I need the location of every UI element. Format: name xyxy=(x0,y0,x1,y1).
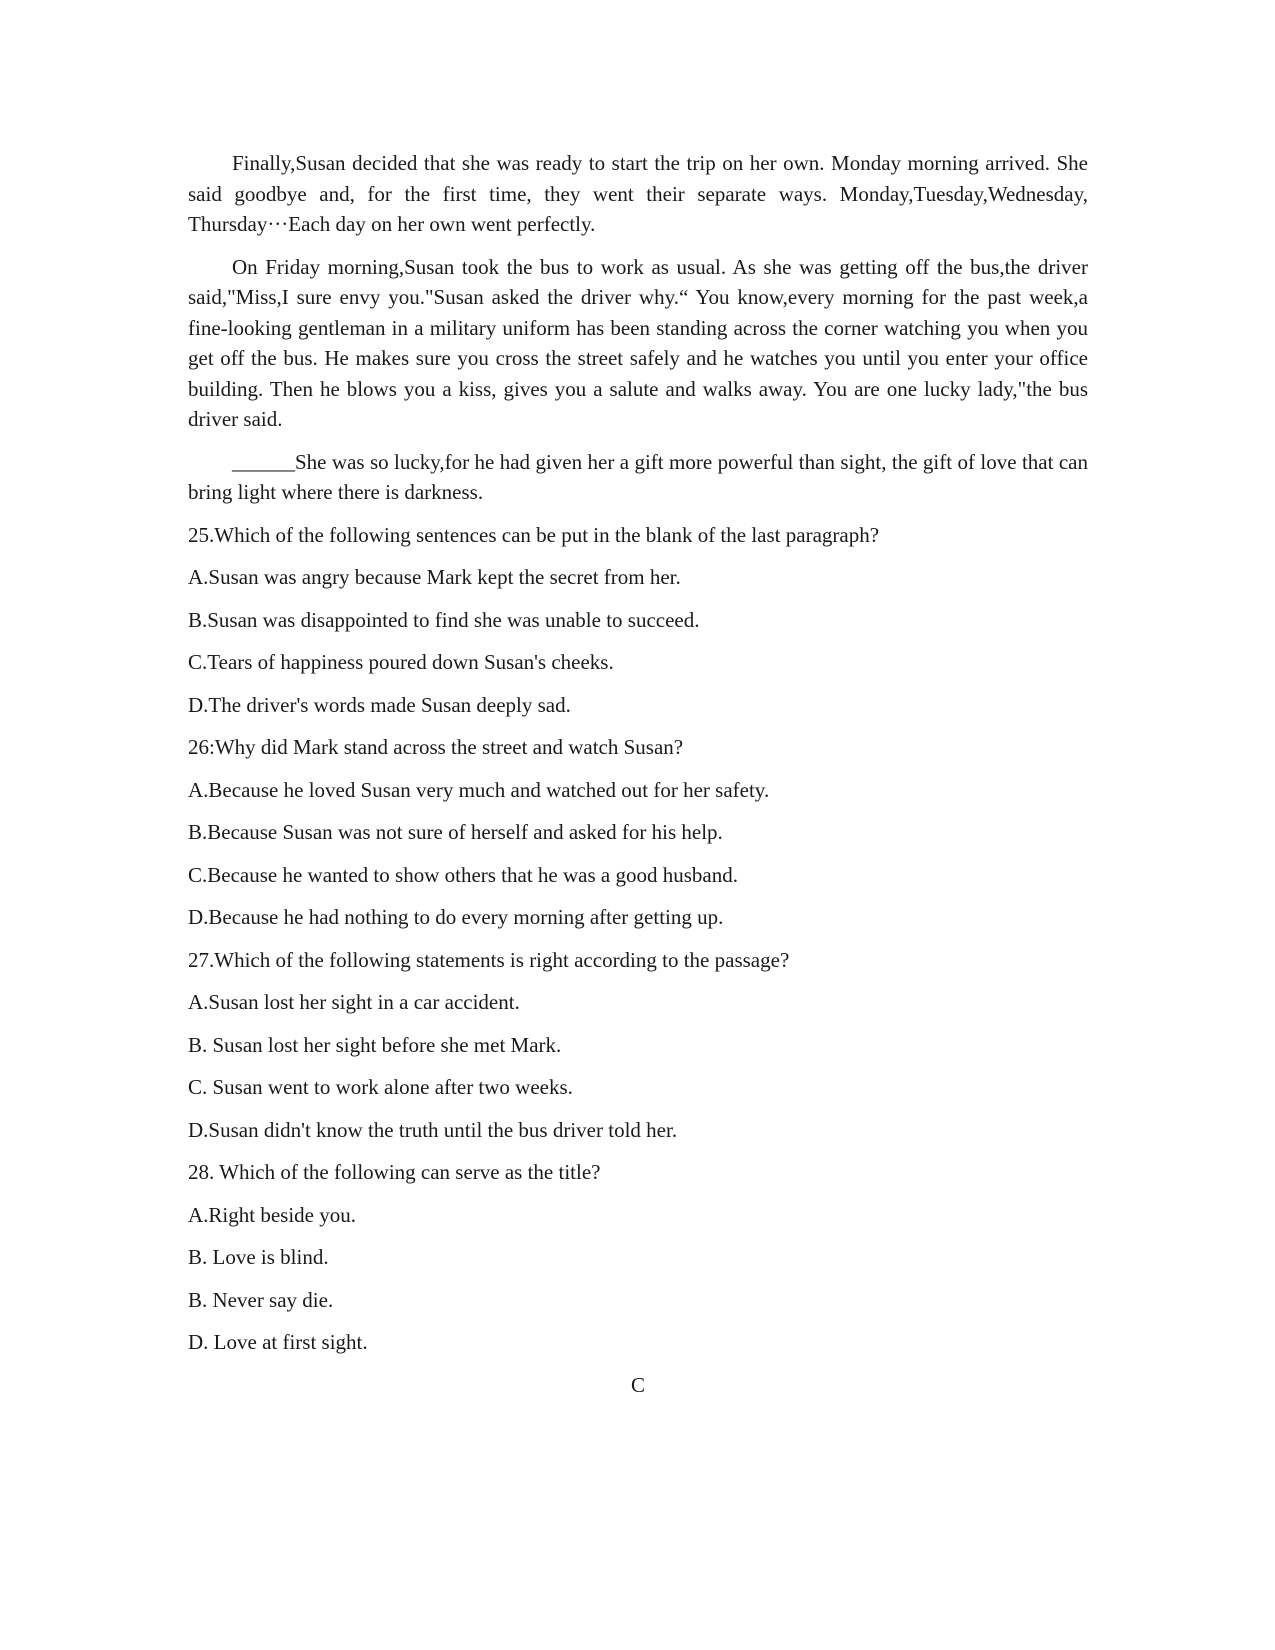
answer-option: A.Susan lost her sight in a car accident. xyxy=(188,990,520,1014)
answer-option: B. Susan lost her sight before she met Mark. xyxy=(188,1032,562,1057)
section-heading: C xyxy=(630,1372,645,1397)
question-27 xyxy=(188,945,1088,1146)
answer-option: C.Because he wanted to show others that he was a good husband. xyxy=(188,862,738,887)
question-stem: 27.Which of the following statements is right according to the passage? xyxy=(188,947,790,972)
answer-option: B. Never say die. xyxy=(188,1287,334,1312)
question-stem: 25.Which of the following sentences can be put in the blank of the last paragraph? xyxy=(188,522,880,547)
question-28 xyxy=(188,1157,1088,1358)
answer-option: A.Right beside you. xyxy=(188,1202,356,1227)
passage-paragraph: On Friday morning,Susan took the bus to work as usual. As she was getting off the bus,the driver said,"Miss,I sure envy you."Susan asked the driver why.“ You know,every morning for the past week,a fine-looking gentleman in a military uniform has been standing across the corner watching you when you get off the bus. He makes sure you cross the street safely and he watches you until you enter your office building. Then he blows you a kiss, gives you a salute and walks away. You are one lucky lady,"the bus driver said. xyxy=(188,254,1088,431)
question-26 xyxy=(188,732,1088,933)
passage-paragraph: ______She was so lucky,for he had given her a gift more powerful than sight, the gift of love that can bring light where there is darkness. xyxy=(188,449,1088,504)
answer-option: D.Susan didn't know the truth until the bus driver told her. xyxy=(188,1117,678,1142)
answer-option: D.The driver's words made Susan deeply sad. xyxy=(188,692,571,717)
answer-option: A.Because he loved Susan very much and watched out for her safety. xyxy=(188,777,770,802)
answer-option: B. Love is blind. xyxy=(188,1245,329,1269)
document-page xyxy=(188,148,1088,1400)
answer-option: D. Love at first sight. xyxy=(188,1330,368,1354)
answer-option: C. Susan went to work alone after two weeks. xyxy=(188,1075,573,1099)
answer-option: C.Tears of happiness poured down Susan's cheeks. xyxy=(188,650,614,674)
question-25 xyxy=(188,520,1088,721)
question-stem: 26:Why did Mark stand across the street and watch Susan? xyxy=(188,735,684,759)
question-stem: 28. Which of the following can serve as the title? xyxy=(188,1160,601,1184)
answer-option: A.Susan was angry because Mark kept the secret from her. xyxy=(188,565,681,589)
answer-option: D.Because he had nothing to do every morning after getting up. xyxy=(188,905,724,929)
passage-paragraph: Finally,Susan decided that she was ready to start the trip on her own. Monday morning arrived. She said goodbye and, for the first time, they went their separate ways. Monday,Tuesday,Wednesday, Thursday···Each day on her own went perfectly. xyxy=(188,151,1088,236)
answer-option: B.Susan was disappointed to find she was unable to succeed. xyxy=(188,607,700,632)
answer-option: B.Because Susan was not sure of herself and asked for his help. xyxy=(188,820,723,844)
